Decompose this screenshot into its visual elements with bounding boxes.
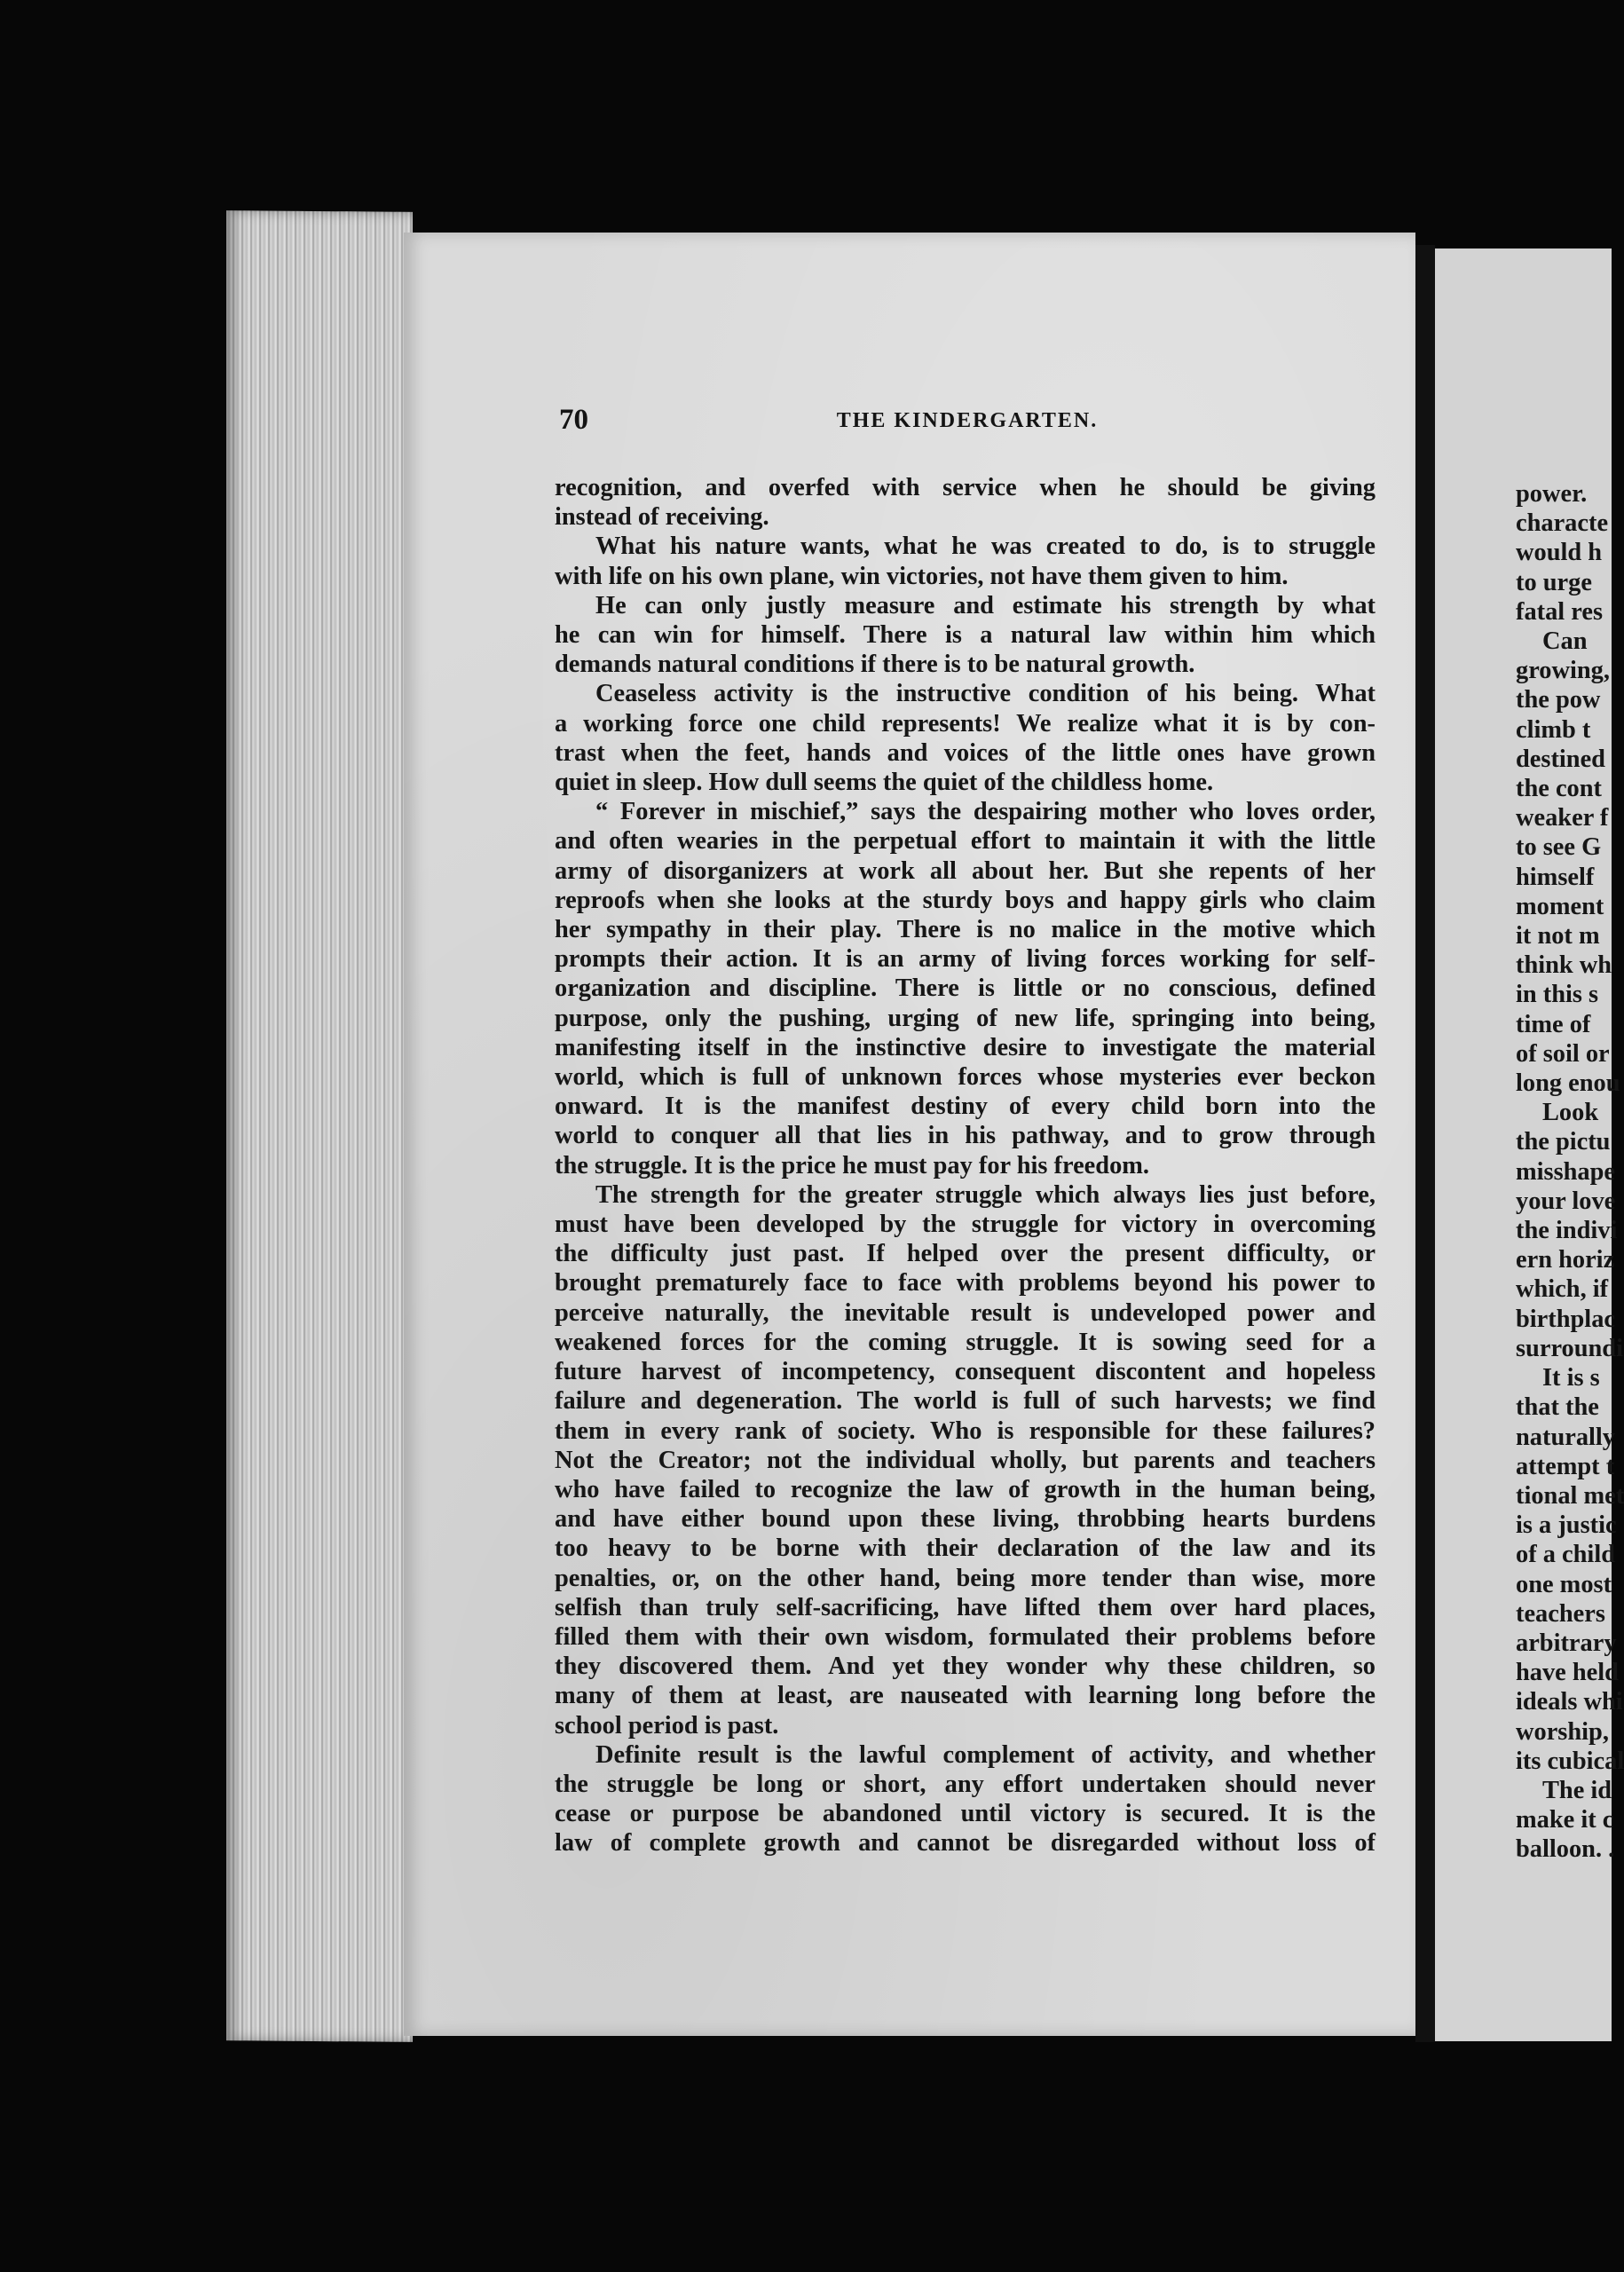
text-line: weakened forces for the coming struggle. It is sowing seed for a (555, 1328, 1376, 1356)
text-line: world, which is full of unknown forces whose mysteries ever beckon (555, 1063, 1376, 1092)
text-line: them in every rank of society. Who is responsible for these failures? (555, 1416, 1376, 1445)
right-text-line: your love (1516, 1187, 1616, 1215)
text-line: the struggle be long or short, any effort undertaken should never (555, 1770, 1376, 1798)
text-line: world to conquer all that lies in his pathway, and to grow through (555, 1122, 1376, 1150)
body-text (555, 473, 1376, 1858)
text-line: school period is past. (555, 1711, 779, 1740)
text-line: purpose, only the pushing, urging of new life, springing into being, (555, 1004, 1376, 1032)
page-edges (226, 210, 413, 2042)
text-line: law of complete growth and cannot be disregarded without loss of (555, 1829, 1376, 1858)
right-text-line: The id (1542, 1776, 1612, 1804)
text-line: What his nature wants, what he was created to do, is to struggle (595, 532, 1376, 561)
text-line: and often wearies in the perpetual effort to maintain it with the little (555, 827, 1376, 856)
text-line: who have failed to recognize the law of growth in the human being, (555, 1475, 1376, 1503)
right-text-line: himself (1516, 863, 1595, 891)
text-line: cease or purpose be abandoned until victory is secured. It is the (555, 1800, 1376, 1828)
page-number: 70 (559, 404, 588, 436)
right-text-line: have held (1516, 1659, 1619, 1687)
text-line: perceive naturally, the inevitable result is undeveloped power and (555, 1298, 1376, 1327)
text-line: brought prematurely face to face with problems beyond his power to (555, 1269, 1376, 1298)
right-text-line: arbitrary (1516, 1629, 1617, 1657)
right-text-line: naturally (1516, 1423, 1615, 1451)
right-text-line: the pow (1516, 686, 1601, 714)
book-gutter (1415, 245, 1435, 2042)
right-text-line: to urge (1516, 568, 1592, 596)
text-line: filled them with their own wisdom, formulated their problems before (555, 1622, 1376, 1651)
right-text-line: moment (1516, 892, 1604, 920)
text-line: Ceaseless activity is the instructive condition of his being. What (595, 680, 1376, 708)
text-line: future harvest of incompetency, consequent discontent and hopeless (555, 1358, 1376, 1386)
text-line: penalties, or, on the other hand, being more tender than wise, more (555, 1564, 1376, 1592)
text-line: with life on his own plane, win victories, not have them given to him. (555, 562, 1289, 590)
right-text-line: its cubical (1516, 1747, 1624, 1775)
right-text-line: in this s (1516, 981, 1599, 1009)
text-line: trast when the feet, hands and voices of the little ones have grown (555, 738, 1376, 767)
right-text-line: weaker f (1516, 804, 1609, 832)
running-head: THE KINDERGARTEN. (836, 409, 1099, 432)
right-text-line: of soil or (1516, 1039, 1610, 1068)
right-text-line: Look (1542, 1099, 1599, 1127)
text-line: the struggle. It is the price he must pay for his freedom. (555, 1151, 1150, 1179)
text-line: must have been developed by the struggle for victory in overcoming (555, 1211, 1376, 1239)
text-line: many of them at least, are nauseated with learning long before the (555, 1682, 1376, 1710)
right-text-line: is a justic (1516, 1511, 1617, 1540)
text-line: demands natural conditions if there is to be natural growth. (555, 651, 1195, 679)
text-line: the difficulty just past. If helped over the present difficulty, or (555, 1240, 1376, 1268)
right-text-line: growing, (1516, 657, 1610, 685)
right-text-line: destined (1516, 745, 1605, 773)
page-header (559, 404, 1376, 454)
text-line: failure and degeneration. The world is full of such harvests; we find (555, 1387, 1376, 1416)
right-text-line: power. (1516, 480, 1588, 508)
text-line: The strength for the greater struggle which always lies just before, (595, 1180, 1376, 1209)
right-text-line: teachers (1516, 1599, 1605, 1628)
right-page-text (1516, 479, 1622, 1865)
right-text-line: It is s (1542, 1364, 1600, 1392)
right-text-line: attempt t (1516, 1452, 1615, 1480)
right-text-line: long enou (1516, 1069, 1620, 1098)
right-text-line: surroundi (1516, 1334, 1623, 1362)
right-text-line: worship, (1516, 1717, 1609, 1746)
text-line: Definite result is the lawful complement of activity, and whether (595, 1740, 1376, 1769)
right-text-line: birthplac (1516, 1305, 1615, 1333)
right-text-line: ern horiz (1516, 1246, 1615, 1274)
text-line: quiet in sleep. How dull seems the quiet of the childless home. (555, 769, 1214, 797)
text-line: instead of receiving. (555, 503, 769, 532)
text-line: reproofs when she looks at the sturdy boys and happy girls who claim (555, 886, 1376, 914)
right-text-line: the indivi (1516, 1217, 1618, 1245)
right-text-line: to see G (1516, 833, 1602, 862)
right-text-line: one most (1516, 1570, 1612, 1598)
text-line: organization and discipline. There is little or no conscious, defined (555, 974, 1376, 1003)
right-text-line: that the (1516, 1393, 1599, 1422)
text-line: manifesting itself in the instinctive desire to investigate the material (555, 1033, 1376, 1061)
right-text-line: Can (1542, 627, 1588, 656)
text-line: too heavy to be borne with their declaration of the law and its (555, 1534, 1376, 1563)
right-text-line: climb t (1516, 715, 1591, 744)
right-text-line: it not m (1516, 922, 1600, 951)
text-line: a working force one child represents! We realize what it is by con- (555, 709, 1376, 738)
text-line: her sympathy in their play. There is no malice in the motive which (555, 916, 1376, 944)
text-line: he can win for himself. There is a natural law within him which (555, 621, 1376, 650)
right-text-line: the pictu (1516, 1128, 1611, 1156)
right-text-line: ideals whi (1516, 1688, 1623, 1716)
right-text-line: which, if (1516, 1275, 1609, 1304)
right-text-line: would h (1516, 539, 1603, 567)
right-text-line: misshape (1516, 1157, 1616, 1186)
right-text-line: characte (1516, 509, 1609, 538)
text-line: prompts their action. It is an army of living forces working for self- (555, 945, 1376, 974)
right-text-line: of a child (1516, 1541, 1615, 1569)
text-line: onward. It is the manifest destiny of every child born into the (555, 1093, 1376, 1121)
text-line: and have either bound upon these living, throbbing hearts burdens (555, 1505, 1376, 1534)
text-line: “ Forever in mischief,” says the despairing mother who loves order, (595, 798, 1376, 826)
right-text-line: tional met (1516, 1481, 1624, 1510)
text-line: recognition, and overfed with service when he should be giving (555, 474, 1376, 501)
right-text-line: balloon. . (1516, 1835, 1615, 1864)
right-text-line: make it c (1516, 1806, 1614, 1834)
text-line: selfish than truly self-sacrificing, have lifted them over hard places, (555, 1593, 1376, 1621)
text-line: army of disorganizers at work all about her. But she repents of her (555, 856, 1376, 885)
text-line: they discovered them. And yet they wonder why these children, so (555, 1653, 1376, 1681)
right-text-line: think wh (1516, 951, 1612, 980)
right-text-line: fatal res (1516, 597, 1604, 626)
right-text-line: time of (1516, 1010, 1591, 1038)
text-line: He can only justly measure and estimate his strength by what (595, 591, 1376, 619)
text-line: Not the Creator; not the individual wholly, but parents and teachers (555, 1446, 1376, 1474)
right-text-line: the cont (1516, 775, 1602, 803)
